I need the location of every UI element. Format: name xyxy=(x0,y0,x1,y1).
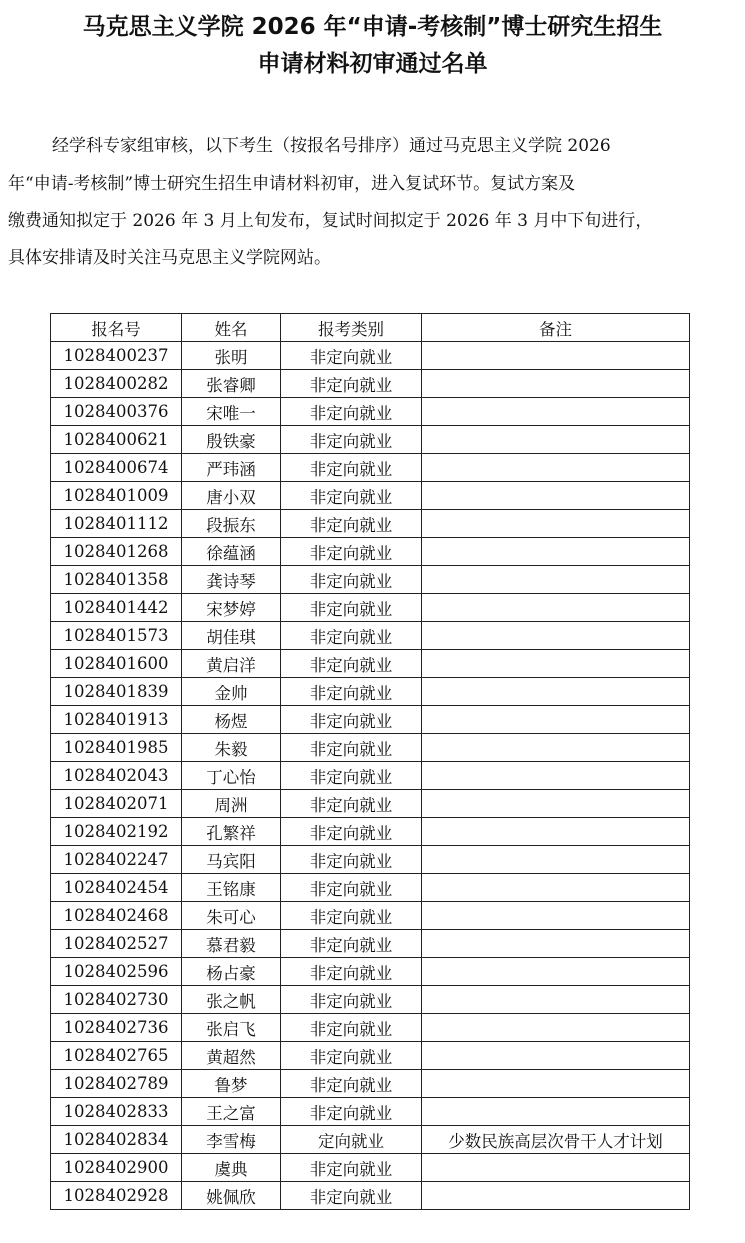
registration-number-cell: 1028402071 xyxy=(51,790,182,818)
intro-line-4: 具体安排请及时关注马克思主义学院网站。 xyxy=(8,248,331,268)
name-cell: 马宾阳 xyxy=(182,846,281,874)
table-row xyxy=(51,538,690,566)
remarks-cell xyxy=(422,678,690,706)
remarks-cell xyxy=(422,566,690,594)
category-cell: 非定向就业 xyxy=(281,454,422,482)
registration-number-cell: 1028401268 xyxy=(51,538,182,566)
remarks-cell xyxy=(422,1042,690,1070)
remarks-cell xyxy=(422,706,690,734)
table-row xyxy=(51,398,690,426)
registration-number-cell: 1028402468 xyxy=(51,902,182,930)
registration-number-cell: 1028402900 xyxy=(51,1154,182,1182)
table-row xyxy=(51,622,690,650)
remarks-cell: 少数民族高层次骨干人才计划 xyxy=(422,1126,690,1154)
category-cell: 非定向就业 xyxy=(281,538,422,566)
name-cell: 张启飞 xyxy=(182,1014,281,1042)
name-cell: 姚佩欣 xyxy=(182,1182,281,1210)
name-cell: 孔繁祥 xyxy=(182,818,281,846)
remarks-cell xyxy=(422,594,690,622)
remarks-cell xyxy=(422,398,690,426)
table-row xyxy=(51,650,690,678)
category-cell: 非定向就业 xyxy=(281,846,422,874)
table-row xyxy=(51,902,690,930)
table-row xyxy=(51,454,690,482)
name-cell: 宋梦婷 xyxy=(182,594,281,622)
registration-number-cell: 1028402596 xyxy=(51,958,182,986)
remarks-cell xyxy=(422,650,690,678)
table-row xyxy=(51,426,690,454)
name-cell: 黄启洋 xyxy=(182,650,281,678)
remarks-cell xyxy=(422,790,690,818)
category-cell: 非定向就业 xyxy=(281,986,422,1014)
category-cell: 非定向就业 xyxy=(281,706,422,734)
category-cell: 非定向就业 xyxy=(281,1070,422,1098)
registration-number-cell: 1028402043 xyxy=(51,762,182,790)
remarks-cell xyxy=(422,370,690,398)
registration-number-cell: 1028402454 xyxy=(51,874,182,902)
intro-line-1: 经学科专家组审核，以下考生（按报名号排序）通过马克思主义学院 2026 xyxy=(52,136,611,156)
table-row xyxy=(51,986,690,1014)
name-cell: 张之帆 xyxy=(182,986,281,1014)
table-row xyxy=(51,1042,690,1070)
remarks-cell xyxy=(422,622,690,650)
table-row xyxy=(51,510,690,538)
category-cell: 非定向就业 xyxy=(281,426,422,454)
category-cell: 非定向就业 xyxy=(281,874,422,902)
category-cell: 非定向就业 xyxy=(281,1014,422,1042)
name-cell: 杨煜 xyxy=(182,706,281,734)
intro-line-2: 年“申请-考核制”博士研究生招生申请材料初审，进入复试环节。复试方案及 xyxy=(8,174,576,194)
name-cell: 殷铁豪 xyxy=(182,426,281,454)
table-row xyxy=(51,1182,690,1210)
remarks-cell xyxy=(422,1154,690,1182)
remarks-cell xyxy=(422,482,690,510)
table-row xyxy=(51,370,690,398)
registration-number-cell: 1028402247 xyxy=(51,846,182,874)
category-cell: 非定向就业 xyxy=(281,902,422,930)
category-cell: 非定向就业 xyxy=(281,482,422,510)
name-cell: 张睿卿 xyxy=(182,370,281,398)
remarks-cell xyxy=(422,1182,690,1210)
name-cell: 王之富 xyxy=(182,1098,281,1126)
name-cell: 朱可心 xyxy=(182,902,281,930)
registration-number-cell: 1028402736 xyxy=(51,1014,182,1042)
remarks-cell xyxy=(422,538,690,566)
category-cell: 非定向就业 xyxy=(281,622,422,650)
remarks-cell xyxy=(422,986,690,1014)
name-cell: 严玮涵 xyxy=(182,454,281,482)
name-cell: 丁心怡 xyxy=(182,762,281,790)
table-row xyxy=(51,1154,690,1182)
name-cell: 徐蕴涵 xyxy=(182,538,281,566)
name-cell: 段振东 xyxy=(182,510,281,538)
remarks-cell xyxy=(422,454,690,482)
name-cell: 慕君毅 xyxy=(182,930,281,958)
table-row xyxy=(51,1126,690,1154)
table-row xyxy=(51,566,690,594)
column-header-remarks: 备注 xyxy=(422,314,690,342)
name-cell: 唐小双 xyxy=(182,482,281,510)
table-row xyxy=(51,818,690,846)
intro-line-3: 缴费通知拟定于 2026 年 3 月上旬发布，复试时间拟定于 2026 年 3 月中下旬进行， xyxy=(8,211,653,231)
candidate-table xyxy=(50,313,690,1210)
registration-number-cell: 1028402192 xyxy=(51,818,182,846)
remarks-cell xyxy=(422,342,690,370)
remarks-cell xyxy=(422,846,690,874)
table-row xyxy=(51,678,690,706)
remarks-cell xyxy=(422,902,690,930)
category-cell: 非定向就业 xyxy=(281,762,422,790)
category-cell: 非定向就业 xyxy=(281,1042,422,1070)
remarks-cell xyxy=(422,958,690,986)
registration-number-cell: 1028401573 xyxy=(51,622,182,650)
registration-number-cell: 1028402833 xyxy=(51,1098,182,1126)
name-cell: 宋唯一 xyxy=(182,398,281,426)
registration-number-cell: 1028401009 xyxy=(51,482,182,510)
table-row xyxy=(51,930,690,958)
category-cell: 非定向就业 xyxy=(281,958,422,986)
category-cell: 非定向就业 xyxy=(281,678,422,706)
name-cell: 张明 xyxy=(182,342,281,370)
registration-number-cell: 1028402789 xyxy=(51,1070,182,1098)
remarks-cell xyxy=(422,762,690,790)
registration-number-cell: 1028401112 xyxy=(51,510,182,538)
remarks-cell xyxy=(422,818,690,846)
registration-number-cell: 1028400376 xyxy=(51,398,182,426)
name-cell: 周洲 xyxy=(182,790,281,818)
registration-number-cell: 1028401600 xyxy=(51,650,182,678)
registration-number-cell: 1028402928 xyxy=(51,1182,182,1210)
table-row xyxy=(51,1014,690,1042)
registration-number-cell: 1028401913 xyxy=(51,706,182,734)
name-cell: 金帅 xyxy=(182,678,281,706)
category-cell: 非定向就业 xyxy=(281,398,422,426)
table-row xyxy=(51,762,690,790)
registration-number-cell: 1028402834 xyxy=(51,1126,182,1154)
category-cell: 非定向就业 xyxy=(281,734,422,762)
category-cell: 非定向就业 xyxy=(281,930,422,958)
column-header-registration-number: 报名号 xyxy=(51,314,182,342)
remarks-cell xyxy=(422,734,690,762)
remarks-cell xyxy=(422,1098,690,1126)
page-title: 马克思主义学院 2026 年“申请-考核制”博士研究生招生 xyxy=(82,14,663,40)
category-cell: 非定向就业 xyxy=(281,594,422,622)
table-row xyxy=(51,874,690,902)
page-subtitle: 申请材料初审通过名单 xyxy=(257,51,488,77)
name-cell: 胡佳琪 xyxy=(182,622,281,650)
table-row xyxy=(51,482,690,510)
registration-number-cell: 1028402730 xyxy=(51,986,182,1014)
registration-number-cell: 1028400621 xyxy=(51,426,182,454)
table-body xyxy=(51,342,690,1210)
table-row xyxy=(51,594,690,622)
table-row xyxy=(51,706,690,734)
category-cell: 非定向就业 xyxy=(281,650,422,678)
remarks-cell xyxy=(422,930,690,958)
category-cell: 非定向就业 xyxy=(281,1098,422,1126)
table-row xyxy=(51,846,690,874)
registration-number-cell: 1028400282 xyxy=(51,370,182,398)
name-cell: 虞典 xyxy=(182,1154,281,1182)
table-row xyxy=(51,958,690,986)
remarks-cell xyxy=(422,1014,690,1042)
category-cell: 非定向就业 xyxy=(281,510,422,538)
category-cell: 非定向就业 xyxy=(281,566,422,594)
remarks-cell xyxy=(422,426,690,454)
registration-number-cell: 1028401358 xyxy=(51,566,182,594)
name-cell: 龚诗琴 xyxy=(182,566,281,594)
category-cell: 非定向就业 xyxy=(281,342,422,370)
registration-number-cell: 1028401839 xyxy=(51,678,182,706)
registration-number-cell: 1028402765 xyxy=(51,1042,182,1070)
remarks-cell xyxy=(422,510,690,538)
name-cell: 朱毅 xyxy=(182,734,281,762)
category-cell: 非定向就业 xyxy=(281,370,422,398)
category-cell: 非定向就业 xyxy=(281,818,422,846)
name-cell: 杨占豪 xyxy=(182,958,281,986)
table-row xyxy=(51,342,690,370)
table-row xyxy=(51,1098,690,1126)
name-cell: 李雪梅 xyxy=(182,1126,281,1154)
table-header-row xyxy=(51,314,690,342)
registration-number-cell: 1028400237 xyxy=(51,342,182,370)
table-row xyxy=(51,1070,690,1098)
registration-number-cell: 1028400674 xyxy=(51,454,182,482)
category-cell: 非定向就业 xyxy=(281,1182,422,1210)
name-cell: 王铭康 xyxy=(182,874,281,902)
registration-number-cell: 1028401442 xyxy=(51,594,182,622)
table-row xyxy=(51,734,690,762)
category-cell: 非定向就业 xyxy=(281,1154,422,1182)
table-row xyxy=(51,790,690,818)
registration-number-cell: 1028402527 xyxy=(51,930,182,958)
column-header-name: 姓名 xyxy=(182,314,281,342)
name-cell: 鲁梦 xyxy=(182,1070,281,1098)
remarks-cell xyxy=(422,1070,690,1098)
name-cell: 黄超然 xyxy=(182,1042,281,1070)
column-header-category: 报考类别 xyxy=(281,314,422,342)
registration-number-cell: 1028401985 xyxy=(51,734,182,762)
category-cell: 非定向就业 xyxy=(281,790,422,818)
category-cell: 定向就业 xyxy=(281,1126,422,1154)
remarks-cell xyxy=(422,874,690,902)
